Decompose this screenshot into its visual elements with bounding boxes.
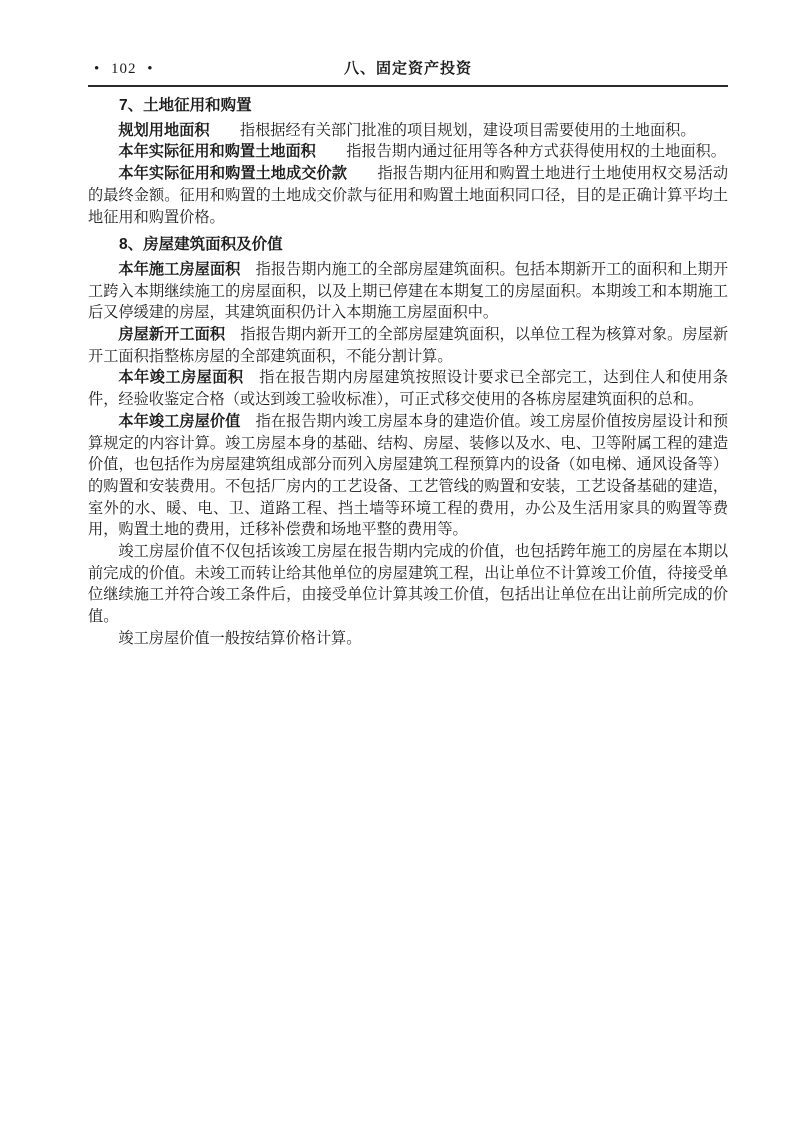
definition-body: 指报告期内通过征用等各种方式获得使用权的土地面积。 (346, 143, 726, 161)
term-gap (316, 143, 346, 160)
definition-body: 指根据经有关部门批准的项目规划，建设项目需要使用的土地面积。 (239, 121, 696, 139)
page-content (88, 58, 728, 650)
definition-body: 竣工房屋价值不仅包括该竣工房屋在报告期内完成的价值，也包括跨年施工的房屋在本期以前完成的价值。未竣工而转让给其他单位的房屋建筑工程，出让单位不计算竣工价值，待接受单位继续施工并符合竣工条件后，由接受单位计算其竣工价值，包括出让单位在出让前所完成的价值。 (88, 543, 728, 626)
definition-term: 房屋新开工面积 (118, 326, 226, 344)
definition-term: 本年施工房屋面积 (118, 260, 241, 278)
definition-term: 规划用地面积 (118, 121, 210, 139)
paragraph-land-transaction-price (88, 163, 728, 228)
definition-body: 指在报告期内房屋建筑按照设计要求已全部完工，达到住人和使用条件，经验收鉴定合格（或达到竣工验收标准），可正式移交使用的各栋房屋建筑面积的总和。 (88, 369, 729, 409)
page-number: • 102 • (94, 61, 154, 77)
term-gap (347, 165, 377, 182)
paragraph-completed-building-value (88, 411, 728, 541)
paragraph-land-acquired-area (88, 141, 728, 163)
definition-term: 本年实际征用和购置土地成交价款 (118, 165, 348, 183)
paragraph-settlement-price-note (88, 628, 728, 650)
section-heading-7: 7、土地征用和购置 (119, 97, 252, 114)
chapter-title: 八、固定资产投资 (343, 60, 473, 77)
term-gap (240, 261, 255, 278)
definition-term: 本年竣工房屋面积 (118, 369, 244, 387)
header-rule (88, 85, 728, 87)
term-gap (225, 326, 240, 343)
definition-body: 竣工房屋价值一般按结算价格计算。 (118, 629, 362, 647)
definition-body: 指报告期内施工的全部房屋建筑面积。包括本期新开工的面积和上期开工跨入本期继续施工的房屋面积，以及上期已停建在本期复工的房屋面积。本期竣工和本期施工后又停缓建的房屋，其建筑面积仍计入本期施工房屋面积中。 (88, 260, 729, 322)
page-header (88, 58, 728, 80)
section-heading-8: 8、房屋建筑面积及价值 (119, 236, 283, 254)
term-gap (240, 413, 255, 430)
definition-body: 指在报告期内竣工房屋本身的建造价值。竣工房屋价值按房屋设计和预算规定的内容计算。竣工房屋本身的基础、结构、房屋、装修以及水、电、卫等附属工程的建造价值，也包括作为房屋建筑组成部分而列入房屋建筑工程预算内的设备（如电梯、通风设备等）的购置和安装费用。不包括厂房内的工艺设备、工艺管线的购置和安装，工艺设备基础的建造，室外的水、暖、电、卫、道路工程、挡土墙等环境工程的费用，办公及生活用家具的购置等费用，购置土地的费用，迁移补偿费和场地平整的费用等。 (88, 412, 729, 539)
paragraph-newly-started-floor-space (88, 324, 728, 367)
definition-body: 指报告期内新开工的全部房屋建筑面积，以单位工程为核算对象。房屋新开工面积指整栋房屋的全部建筑面积，不能分割计算。 (88, 326, 729, 365)
term-gap (210, 122, 240, 139)
definition-term: 本年竣工房屋价值 (118, 412, 241, 430)
document-body (88, 95, 728, 650)
paragraph-floor-space-under-construction (88, 259, 728, 324)
paragraph-planned-land-area (88, 120, 728, 142)
paragraph-completed-value-scope (88, 541, 728, 628)
paragraph-completed-floor-space (88, 367, 728, 410)
definition-body: 指报告期内征用和购置土地进行土地使用权交易活动的最终金额。征用和购置的土地成交价款与征用和购置土地面积同口径，目的是正确计算平均土地征用和购置价格。 (88, 165, 729, 226)
definition-term: 本年实际征用和购置土地面积 (118, 143, 316, 161)
term-gap (244, 369, 260, 386)
